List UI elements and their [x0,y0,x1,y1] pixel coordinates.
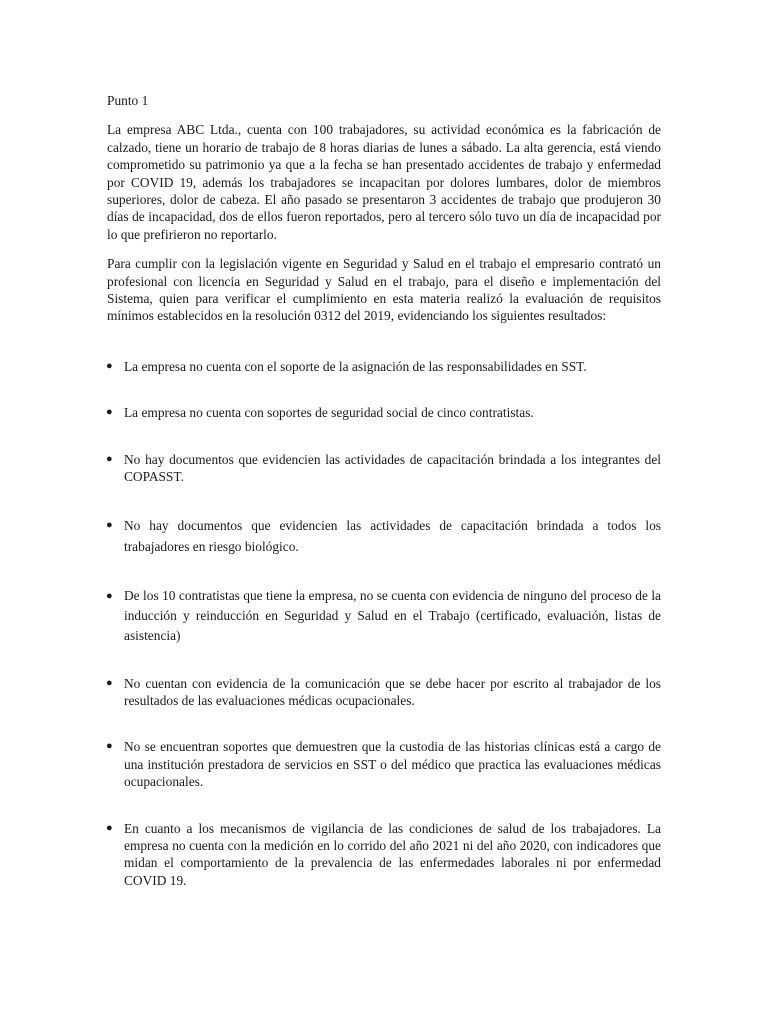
list-item [107,451,661,486]
list-item-text: En cuanto a los mecanismos de vigilancia de las condiciones de salud de los trabajadores. La empresa no cuenta con la medición en lo corrido del año 2021 ni del año 2020, con indicadores que midan el comportamiento de la prevalencia de las enfermedades laborales ni por enfermedad COVID 19. [124,820,661,888]
list-item-text: No hay documentos que evidencien las actividades de capacitación brindada a todos los trabajadores en riesgo biológico. [124,517,661,554]
list-item-text: La empresa no cuenta con soportes de seguridad social de cinco contratistas. [124,405,534,421]
bullet-icon: ● [106,821,113,834]
list-item [107,820,661,890]
bullet-icon: ● [106,676,113,689]
list-item-text: No cuentan con evidencia de la comunicación que se debe hacer por escrito al trabajador de los resultados de las evaluaciones médicas ocupacionales. [124,675,661,708]
bullet-icon: ● [106,359,113,372]
list-item [107,675,661,710]
list-item [107,515,661,557]
list-item [107,358,661,375]
bullet-icon: ● [106,452,113,465]
list-item [107,738,661,790]
bullet-icon: ● [106,740,113,753]
bullet-icon: ● [106,406,113,419]
document-page [107,92,661,889]
section-heading: Punto 1 [107,93,149,108]
list-item-text: No se encuentran soportes que demuestren que la custodia de las historias clínicas está a cargo de una institución prestadora de servicios en SST o del médico que practica las evaluaciones médicas ocupacionales. [124,739,661,790]
bullet-icon: ● [106,589,113,602]
list-item [107,404,661,421]
intro-paragraph: La empresa ABC Ltda., cuenta con 100 trabajadores, su actividad económica es la fabricación de calzado, tiene un horario de trabajo de 8 horas diarias de lunes a sábado. La alta gerencia, está viendo comprometido su patrimonio ya que a la fecha se han presentado accidentes de trabajo y enfermedad por COVID 19, además los trabajadores se incapacitan por dolores lumbares, dolor de miembros superiores, dolor de cabeza. El año pasado se presentaron 3 accidentes de trabajo que produjeron 30 días de incapacidad, dos de ellos fueron reportados, pero al tercero sólo tuvo un día de incapacidad por lo que prefirieron no reportarlo. [107,122,661,242]
findings-list [107,358,661,889]
list-item-text: La empresa no cuenta con el soporte de la asignación de las responsabilidades en SST. [124,358,587,374]
context-paragraph: Para cumplir con la legislación vigente en Seguridad y Salud en el trabajo el empresario contrató un profesional con licencia en Seguridad y Salud en el trabajo, para el diseño e implementación del Sistema, quien para verificar el cumplimiento en esta materia realizó la evaluación de requisitos mínimos establecidos en la resolución 0312 del 2019, evidenciando los siguientes resultados: [107,256,661,324]
bullet-icon: ● [106,518,113,531]
list-item [107,586,661,646]
list-item-text: De los 10 contratistas que tiene la empresa, no se cuenta con evidencia de ninguno del proceso de la inducción y reinducción en Seguridad y Salud en el Trabajo (certificado, evaluación, listas de asistencia) [124,587,661,643]
list-item-text: No hay documentos que evidencien las actividades de capacitación brindada a los integrantes del COPASST. [124,451,661,485]
